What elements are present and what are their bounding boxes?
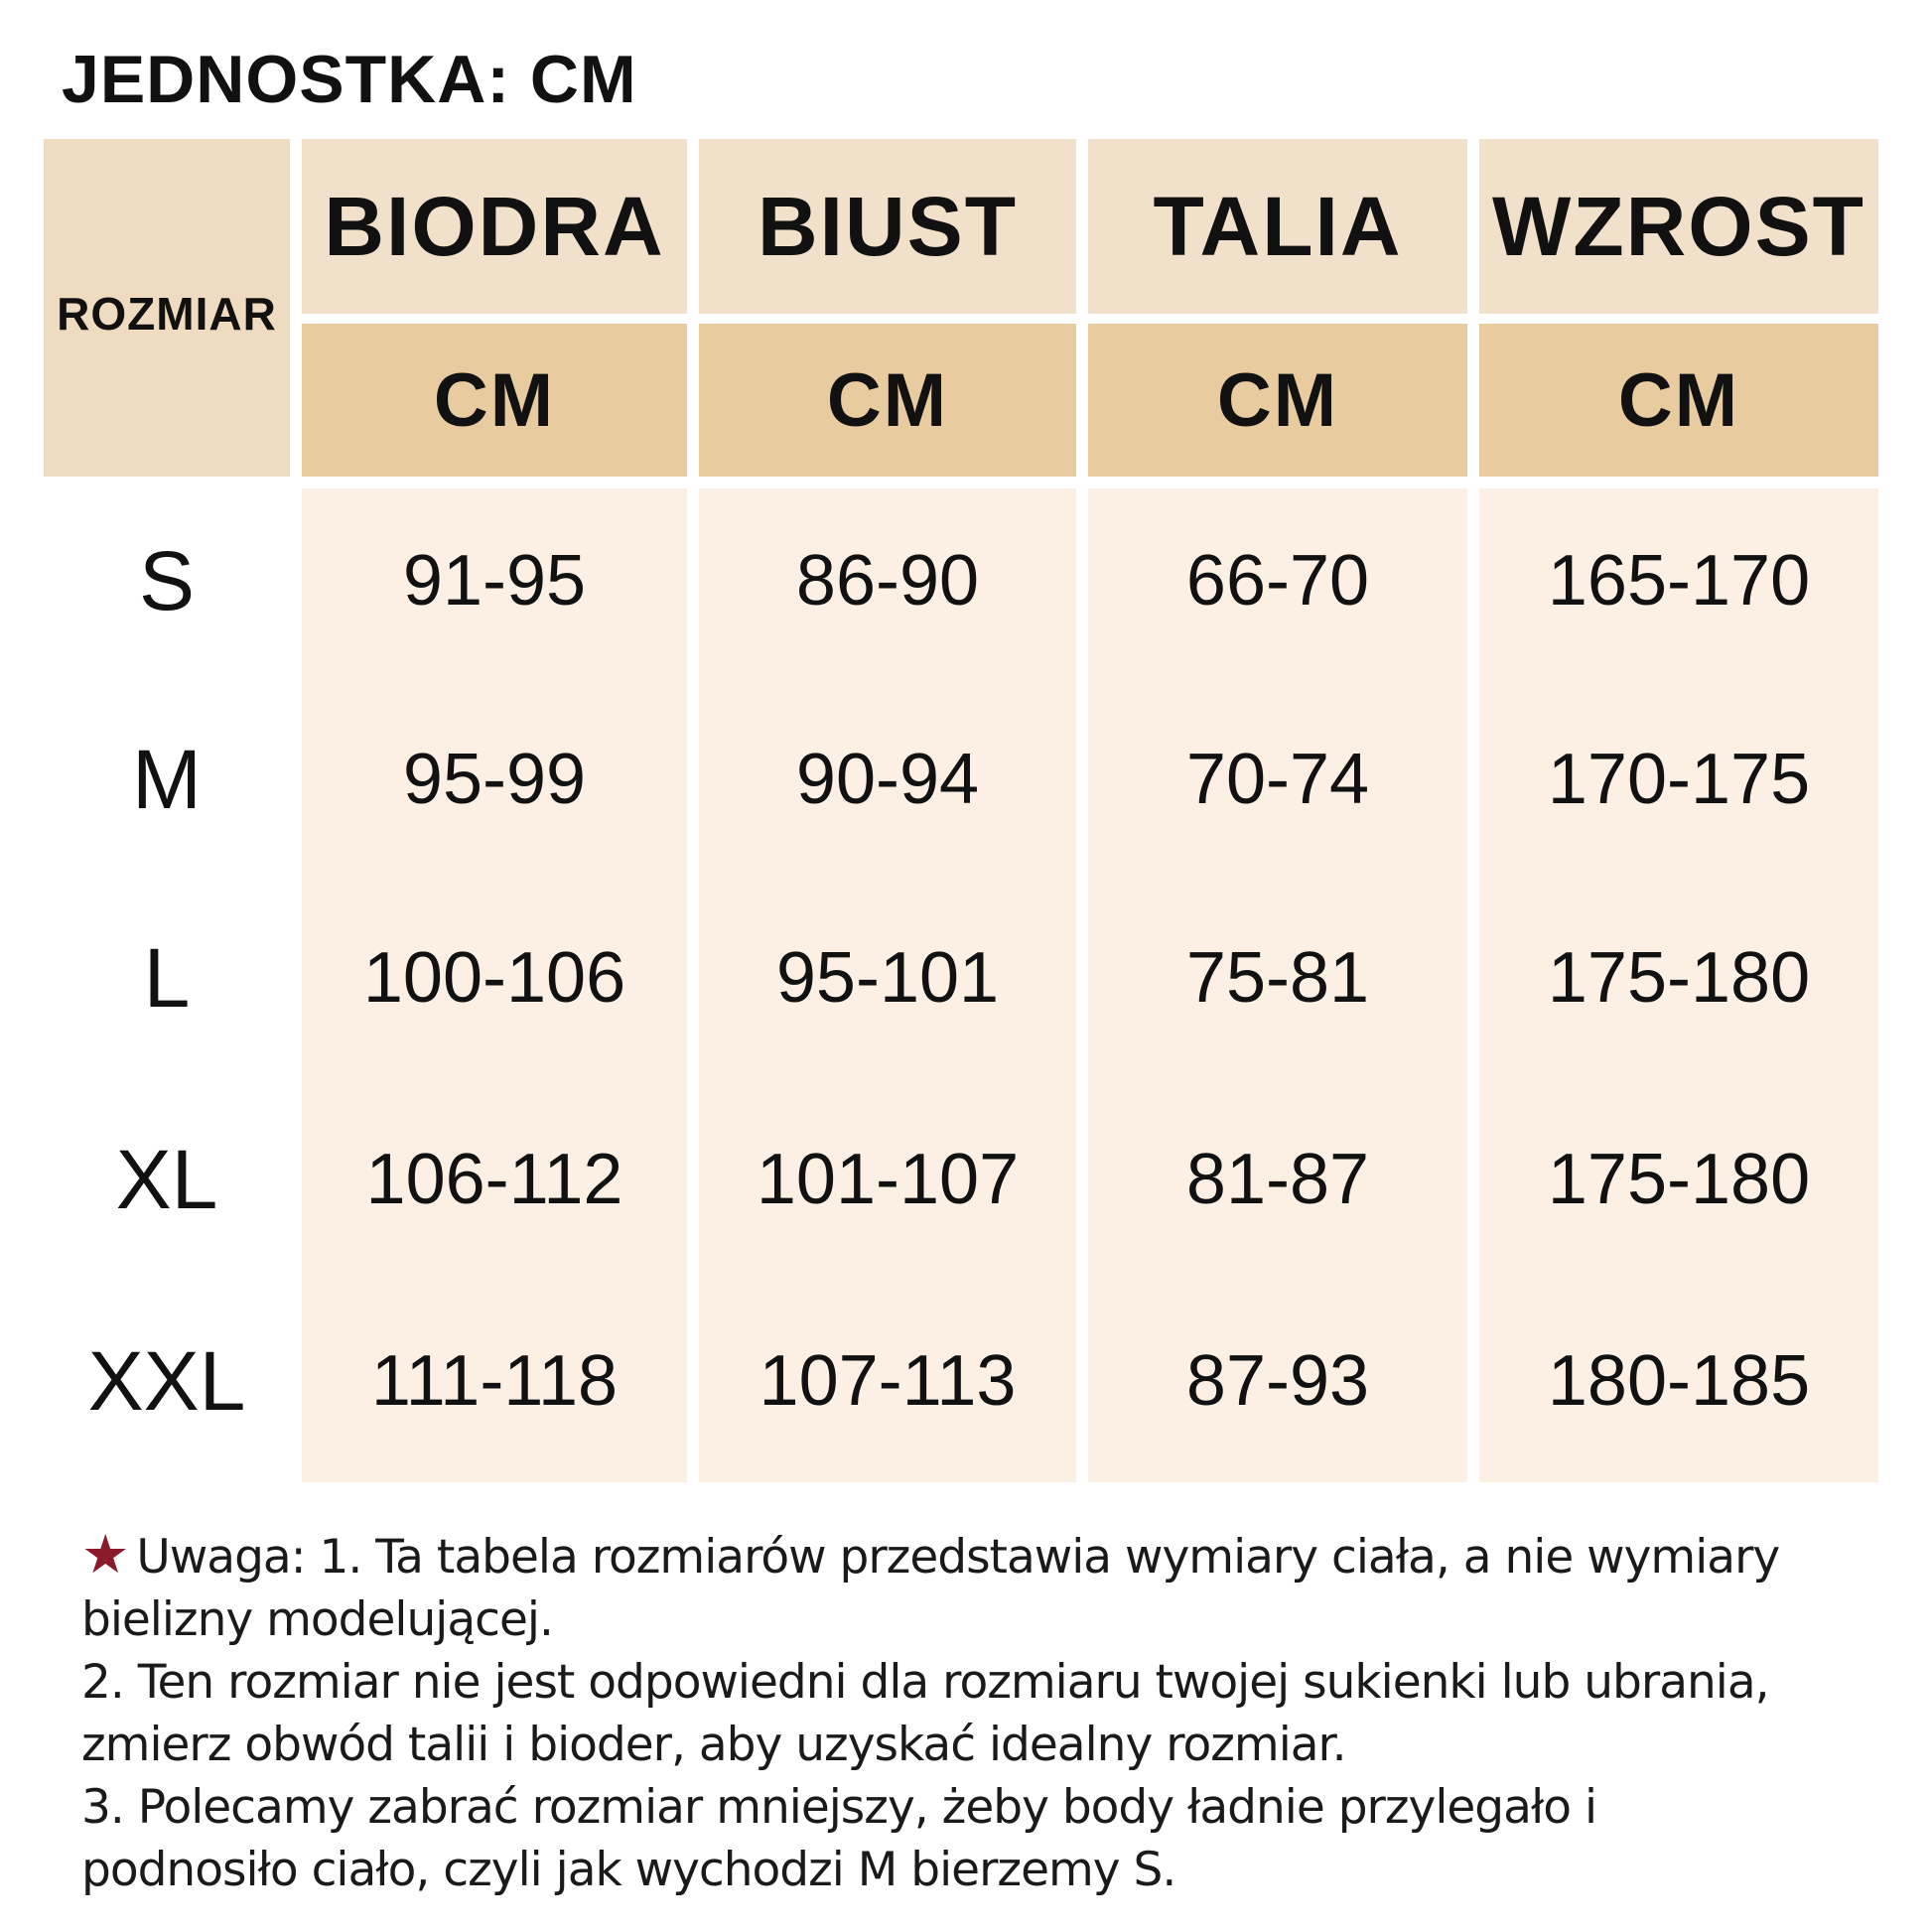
- column-header-height: WZROST: [1479, 139, 1878, 314]
- height-value: 165-170: [1547, 541, 1811, 621]
- note-line: 2. Ten rozmiar nie jest odpowiedni dla rozmiaru twojej sukienki lub ubrania,: [81, 1655, 1769, 1710]
- bust-value: 90-94: [795, 740, 980, 819]
- height-value: 175-180: [1547, 938, 1811, 1018]
- height-value: 170-175: [1547, 740, 1811, 819]
- size-notes: [81, 1523, 1908, 1901]
- note-line: zmierz obwód talii i bioder, aby uzyskać idealny rozmiar.: [81, 1718, 1346, 1772]
- size-label: XL: [115, 1132, 218, 1226]
- hips-value: 111-118: [370, 1341, 619, 1421]
- waist-value: 75-81: [1185, 938, 1370, 1018]
- size-column-header: ROZMIAR: [44, 139, 290, 477]
- column-header-bust: BIUST: [699, 139, 1076, 314]
- note-line: 3. Polecamy zabrać rozmiar mniejszy, żeby body ładnie przylegało i: [81, 1780, 1597, 1835]
- unit-title: JEDNOSTKA: CM: [62, 42, 637, 117]
- bust-value: 101-107: [756, 1140, 1020, 1219]
- waist-value: 66-70: [1185, 541, 1370, 621]
- star-icon: ★: [81, 1523, 129, 1586]
- note-text: Uwaga: 1. Ta tabela rozmiarów przedstawia wymiary ciała, a nie wymiary: [136, 1530, 1780, 1585]
- height-value: 175-180: [1547, 1140, 1811, 1219]
- column-header-hips: BIODRA: [302, 139, 687, 314]
- size-label: XXL: [87, 1333, 246, 1428]
- column-header-waist: TALIA: [1088, 139, 1467, 314]
- waist-value: 81-87: [1185, 1140, 1370, 1219]
- hips-value: 100-106: [362, 938, 626, 1018]
- size-label: L: [143, 930, 191, 1025]
- note-line: [81, 1523, 1908, 1588]
- waist-value: 70-74: [1185, 740, 1370, 819]
- note-line: bielizny modelującej.: [81, 1592, 553, 1647]
- size-label: M: [132, 732, 202, 826]
- waist-value: 87-93: [1185, 1341, 1370, 1421]
- hips-value: 106-112: [365, 1140, 623, 1219]
- column-unit-bust: CM: [699, 324, 1076, 477]
- bust-value: 95-101: [775, 938, 1000, 1018]
- hips-value: 91-95: [402, 541, 587, 621]
- column-unit-height: CM: [1479, 324, 1878, 477]
- height-value: 180-185: [1547, 1341, 1811, 1421]
- note-line: podnosiło ciało, czyli jak wychodzi M bierzemy S.: [81, 1843, 1176, 1897]
- bust-value: 107-113: [759, 1341, 1017, 1421]
- hips-value: 95-99: [402, 740, 587, 819]
- bust-value: 86-90: [795, 541, 980, 621]
- column-unit-waist: CM: [1088, 324, 1467, 477]
- size-label: S: [138, 533, 196, 627]
- column-unit-hips: CM: [302, 324, 687, 477]
